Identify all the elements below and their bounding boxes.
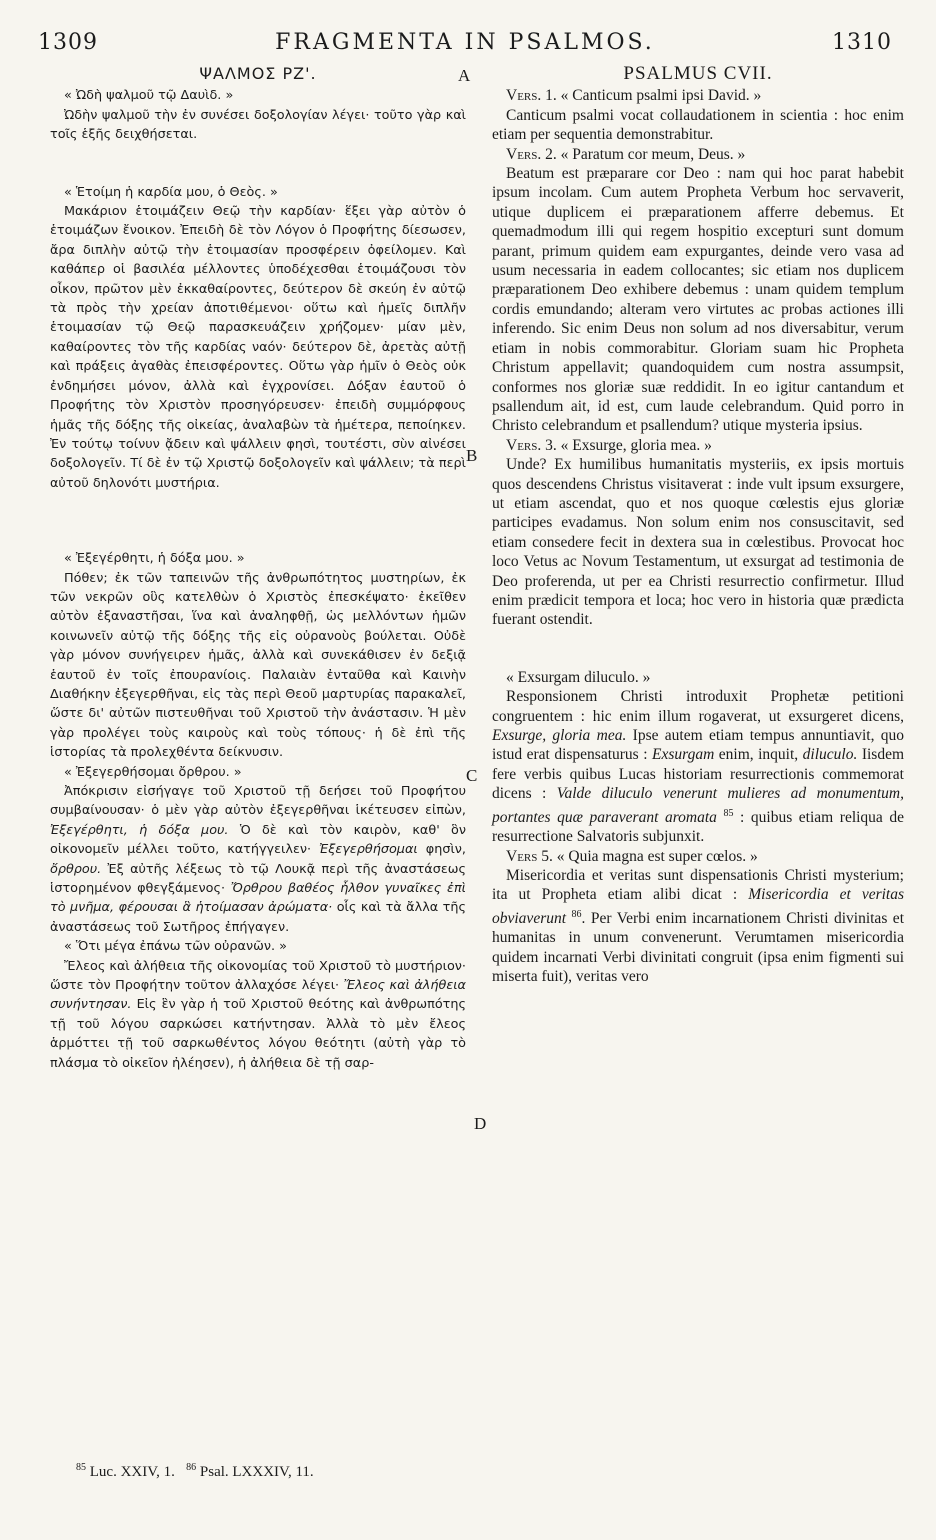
greek-column <box>50 64 466 1073</box>
margin-marker-a: A <box>458 66 471 85</box>
greek-verse-1-text: Ὠδὴν ψαλμοῦ τὴν ἐν συνέσει δοξολογίαν λέγει· τοῦτο γὰρ καὶ τοῖς ἑξῆς δειχθήσεται. <box>50 107 466 143</box>
greek-verse-3b-quote: « Ἐξεγερθήσομαι ὄρθρου. » <box>64 764 242 780</box>
greek-psalm-title: ΨΑΛΜΟΣ ΡΖ'. <box>199 64 317 83</box>
latin-verse-3-text: Unde? Ex humilibus humanitatis mysteriis, ex ipsis mortuis quos descendens Christus visitaverat : inde vult ipsum exsurgere, ut etiam ascendat, quo et nos quoque cœlestis ejus gloriæ participes evadamus. Non solum enim nos consuscitavit, sed etiam consedere fecit in dextera sua in cœlestibus. Provocat hoc loco Vetus ac Novum Testamentum, ut exsurgat ad testimonia de Deo proferenda, ut per ea Christi resurrectio confirmetur. Illud enim prædicit tempora et loca; hoc vero in historia quæ prædicta fuerant ostendit. <box>492 456 904 629</box>
footnote-text: Psal. LXXXIV, 11. <box>199 1464 314 1480</box>
footnote-number: 85 <box>76 1462 86 1473</box>
margin-marker-b: B <box>466 446 478 465</box>
footnote-number: 86 <box>186 1462 197 1473</box>
verse-label: Vers 5. <box>506 847 553 865</box>
margin-marker-d: D <box>474 1114 487 1133</box>
greek-verse-5-text: Ἔλεος καὶ ἀλήθεια τῆς οἰκονομίας τοῦ Χριστοῦ τὸ μυστήριον· ὥστε τὸν Προφήτην τοῦτον ἀλλαχόσε λέγει· Ἔλεος καὶ ἀλήθεια συνήντησαν. Εἰς ἓν γὰρ ἡ τοῦ Χριστοῦ θεότης καὶ ἀνθρωπότης τῇ τοῦ λόγου σαρκώσει κατήντησαν. Ἀλλὰ τὸ μὲν ἔλεος ἁρμόττει τῇ τοῦ σαρκωθέντος λόγου θεότητι (αὐτὴ γὰρ τὸ πλάσμα τὸ οἰκεῖον ἠλέησεν), ἡ ἀλήθεια δὲ τῇ σαρ- <box>50 958 466 1071</box>
verse-label: Vers. 2. <box>506 145 557 163</box>
greek-verse-2-text: Μακάριον ἑτοιμάζειν Θεῷ τὴν καρδίαν· ἕξει γὰρ αὐτὸν ὁ ἑτοιμάζων ἔνοικον. Ἐπειδὴ δὲ τὸν Λόγον ὁ Προφήτης δίεσωσεν, ἄρα διπλὴν αὐτῷ τὴν ἑτοιμασίαν προσφέρειν ὀφείλομεν. Καὶ καθάπερ οἱ βασιλέα μέλλοντες ὑποδέχεσθαι ἑτοιμάζουσι τὸν οἶκον, πρῶτον μὲν ἐκκαθαίροντες, δεύτερον δὲ σκεύη ἐν αὐτῷ τὰ πρὸς τὴν χρείαν ἀποτιθέμενοι· οὕτω καὶ ἡμεῖς διπλῆν ἑτοιμασίαν τῷ Θεῷ παρασκευάζειν χρήζομεν· μίαν μὲν, καθαίροντες τὸν τῆς καρδίας ναόν· δεύτερον δὲ, ἀρετὰς αὐτῇ καὶ πράξεις ἀγαθὰς ἐπεισφέροντες. Οὕτω γὰρ ἡμῖν ὁ Θεὸς οὐκ ἐνδημήσει μόνον, ἀλλὰ καὶ ἐγχρονίσει. Δόξαν ἑαυτοῦ ὁ Προφήτης τὸν Χριστὸν προσηγόρευσεν· ἐπειδὴ συμμόρφους ἡμᾶς τῆς δόξης τῆς οἰκείας, ἀναλαβὼν τὰ ἡμέτερα, πεποίηκεν. Ἐν τούτῳ τοίνυν ᾄδειν καὶ ψάλλειν φησὶ, τουτέστι, σὺν αἰνέσει δοξολογεῖν. Τί δὲ ἐν τῷ Χριστῷ δοξολογεῖν καὶ ψάλλειν; τὰ περὶ αὐτοῦ δηλονότι μυστήρια. <box>50 204 466 491</box>
latin-verse-1-heading: Vers. 1. « Canticum psalmi ipsi David. » <box>506 87 762 105</box>
greek-verse-2-quote: « Ἑτοίμη ἡ καρδία μου, ὁ Θεὸς. » <box>64 184 278 200</box>
latin-psalm-title: PSALMUS CVII. <box>623 63 773 84</box>
latin-verse-2-text: Beatum est præparare cor Deo : nam qui hoc parat habebit ipsum incolam. Cum autem Propheta Verbum hoc servaverit, utique duplicem ei præparationem afferre debemus. Et quemadmodum illi qui regem hospitio excepturi sunt domum parant, primum quidem eam expurgantes, deinde vero vasa ad usum necessaria in eadem collocantes; sic etiam nos duplicem præparationem Deo exhibere debemus : unam quidem templum cordis emundando; alteram vero virtutes ac probas actiones illi inferendo. Sic enim Deus non solum ad nos diversabitur, verum etiam in nobis commorabitur. Gloriam suam hic Propheta Christum appellavit; quandoquidem cum nostra assumpsit, conformes nos gloriæ suæ reddidit. In eo igitur cantandum et psallendum ait, id est, cum laude celebrandum. Quid porro in Christo celebrandum et psallendum? utique mysteria ipsius. <box>492 165 904 435</box>
greek-verse-1-quote: « Ὠδὴ ψαλμοῦ τῷ Δαυὶδ. » <box>64 88 234 104</box>
latin-verse-2-heading: Vers. 2. « Paratum cor meum, Deus. » <box>506 145 746 163</box>
right-page-number: 1310 <box>832 30 892 55</box>
latin-verse-5-text: Misericordia et veritas sunt dispensationis Christi mysterium; ita ut Propheta etiam alibi dicat : Misericordia et veritas obviaverunt $^{86}$. Per Verbi enim incarnationem Christi divinitas et humanitas in unum convenerunt. Verumtamen misericordia quidem incarnati Verbi divinitati congruit (ipsa enim figmenti sui miserta fuit), veritas vero <box>492 867 905 986</box>
margin-marker-c: C <box>466 766 478 785</box>
footnotes <box>76 1462 314 1481</box>
running-head <box>38 30 892 60</box>
verse-label: Vers. 1. <box>506 87 557 105</box>
footnote-text: Luc. XXIV, 1. <box>89 1464 175 1480</box>
greek-verse-3-text: Πόθεν; ἐκ τῶν ταπεινῶν τῆς ἀνθρωπότητος μυστηρίων, ἐκ τῶν νεκρῶν οὓς κατελθὼν ὁ Χριστὸς ἐπεσκέψατο· ἐκεῖθεν αὐτὸν ἐξαναστῆσαι, ἵνα καὶ ἀναληφθῇ, ὡς μελλόντων ἡμῶν κοινωνεῖν αὐτῷ τῆς δόξης τῆς εἰς οὐρανοὺς βούλεται. Οὐδὲ γὰρ μόνον συνήγειρεν ἡμᾶς, ἀλλὰ καὶ συνεκάθισεν ἐν δεξιᾷ ἑαυτοῦ ἐν τοῖς ἐπουρανίοις. Παλαιὰν ἐνταῦθα καὶ Καινὴν Διαθήκην ἐξεγερθῆναι, εἰς τὰς περὶ Θεοῦ μαρτυρίας παρακαλεῖ, ὥστε δι' αὐτῶν πιστευθῆναι τοῦ Χριστοῦ τὴν ἀνάστασιν. Ἡ μὲν γὰρ προλέγει τοὺς καιροὺς καὶ τοὺς τόπους· ἡ δὲ ἐπὶ τῆς ἱστορίας τὰ προλεχθέντα δείκνυσιν. <box>50 570 466 761</box>
running-title: FRAGMENTA IN PSALMOS. <box>275 30 655 55</box>
latin-verse-3b-quote: « Exsurgam diluculo. » <box>506 668 651 686</box>
footnote-ref: 85 <box>723 807 734 819</box>
verse-label: Vers. 3. <box>506 436 557 454</box>
latin-verse-3b-text: Responsionem Christi introduxit Prophetæ petitioni congruentem : hic enim illum rogaverat, ut exsurgeret dicens, Exsurge, gloria mea. Ipse autem etiam tempus annuntiavit, quo istud erat dispensaturus : Exsurgam enim, inquit, diluculo. Iisdem fere verbis quibus Lucas historiam resurrectionis commemorat dicens : Valde diluculo venerunt mulieres ad monumentum, portantes quæ paraverant aromata $^{85}$ : quibus etiam reliqua de resurrectione Salvatoris subjunxit. <box>492 688 905 846</box>
greek-verse-3b-text: Ἀπόκρισιν εἰσήγαγε τοῦ Χριστοῦ τῇ δεήσει τοῦ Προφήτου συμβαίνουσαν· ὁ μὲν γὰρ αὐτὸν ἐξεγερθῆναι ἱκέτευσεν εἰπὼν, Ἐξεγέρθητι, ἡ δόξα μου. Ὁ δὲ καὶ τὸν καιρὸν, καθ' ὃν οἰκονομεῖν μέλλει τοῦτο, κατήγγειλεν· Ἐξεγερθήσομαι φησὶν, ὄρθρου. Ἐξ αὐτῆς λέξεως τὸ τῷ Λουκᾷ περὶ τῆς ἀναστάσεως ἱστορημένον φθεγξάμενος· Ὄρθρου βαθέος ἦλθον γυναῖκες ἐπὶ τὸ μνῆμα, φέρουσαι ἃ ἡτοίμασαν ἀρώματα· οἷς καὶ τὰ ἄλλα τῆς ἀναστάσεως τοῦ Σωτῆρος ἐπήγαγεν. <box>50 784 466 935</box>
latin-verse-1-text: Canticum psalmi vocat collaudationem in scientia : hoc enim etiam per sequentia demonstrabitur. <box>492 106 904 144</box>
footnote-ref: 86 <box>571 908 582 920</box>
latin-verse-3-heading: Vers. 3. « Exsurge, gloria mea. » <box>506 436 712 454</box>
greek-verse-5-quote: « Ὅτι μέγα ἐπάνω τῶν οὐρανῶν. » <box>64 939 287 955</box>
left-page-number: 1309 <box>38 30 98 55</box>
latin-verse-5-heading: Vers 5. « Quia magna est super cœlos. » <box>506 847 758 865</box>
greek-verse-3-quote: « Ἐξεγέρθητι, ἡ δόξα μου. » <box>64 551 245 567</box>
latin-column <box>492 64 904 987</box>
